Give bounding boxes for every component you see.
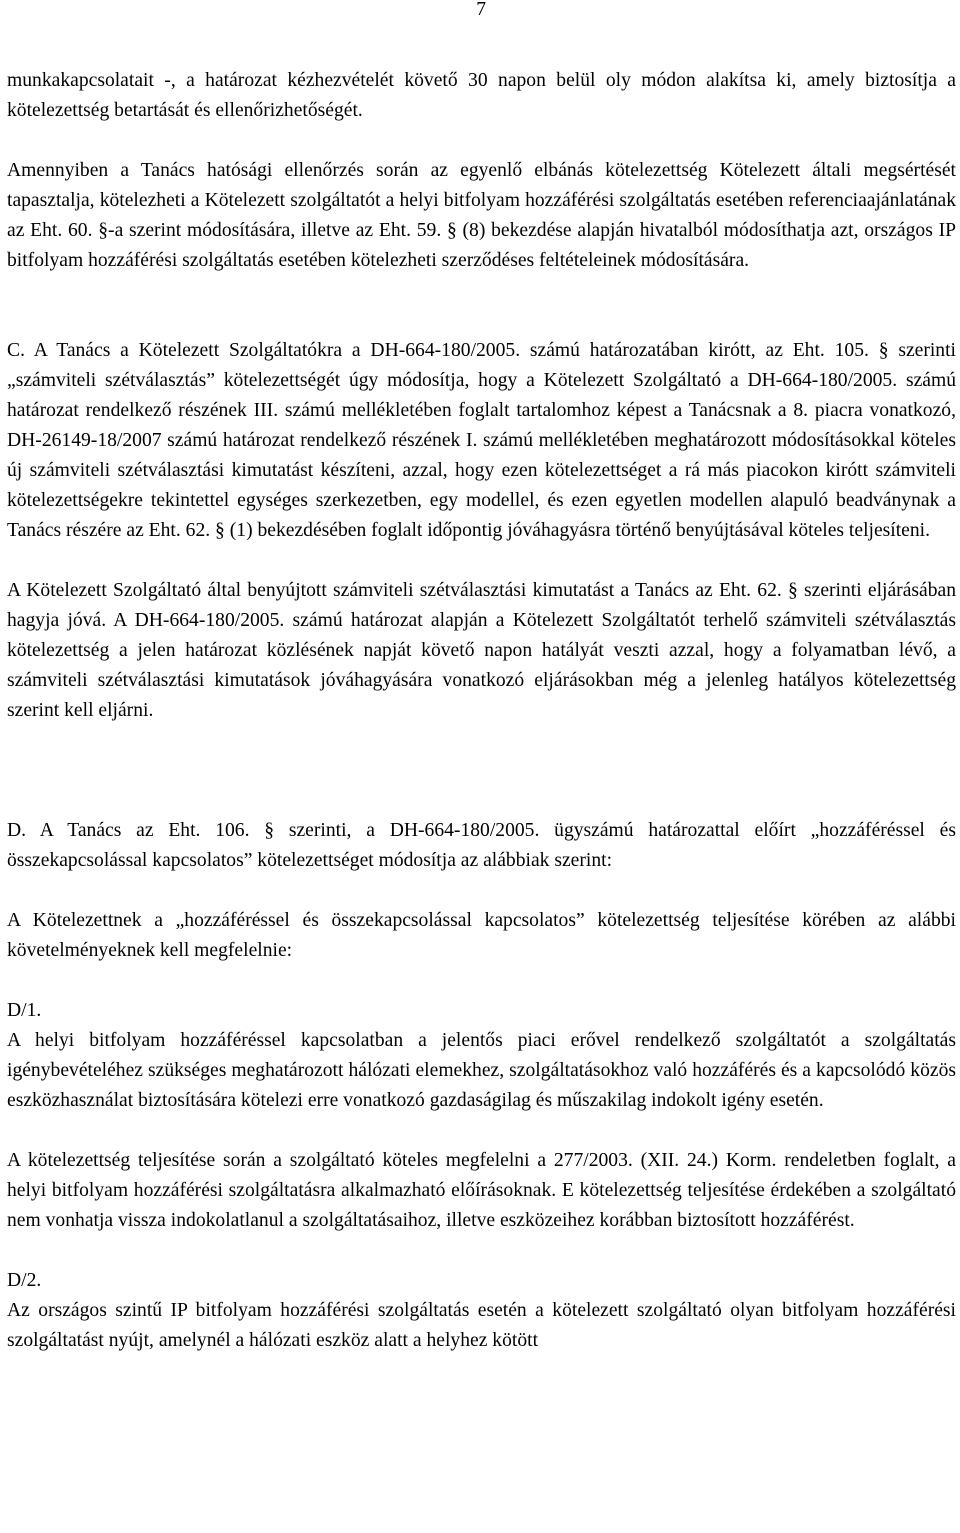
paragraph-national-ip-bitstream: Az országos szintű IP bitfolyam hozzáférési szolgáltatás esetén a kötelezett szolgáltató olyan bitfolyam hozzáférési szolgáltatást nyújt, amelynél a hálózati eszköz alatt a helyhez kötött bbox=[7, 1300, 956, 1351]
paragraph-obligation-fulfilment: A kötelezettség teljesítése során a szolgáltató köteles megfelelni a 277/2003. (XII. 24.) Korm. rendeletben foglalt, a helyi bitfolyam hozzáférési szolgáltatásra alkalmazható előírásoknak. E kötelezettség teljesítése érdekében a szolgáltató nem vonhatja vissza indokolatlanul a szolgáltatásaihoz, illetve eszközeihez korábban biztosított hozzáférést. bbox=[7, 1150, 956, 1231]
paragraph-gap bbox=[7, 126, 956, 156]
subsection-heading-d2: D/2. bbox=[7, 1270, 42, 1291]
paragraph-accounting-approval: A Kötelezett Szolgáltató által benyújtott számviteli szétválasztási kimutatást a Tanács az Eht. 62. § szerinti eljárásában hagyja jóvá. A DH-664-180/2005. számú határozat alapján a Kötelezett Szolgáltatót terhelő számviteli szétválasztás kötelezettség a jelen határozat közlésének napját követő napon hatályát veszti azzal, hogy a folyamatban lévő, a számviteli szétválasztási kimutatások jóváhagyására vonatkozó eljárásokban még a jelenleg hatályos kötelezettség szerint kell eljárni. bbox=[7, 580, 956, 721]
paragraph-gap bbox=[7, 1116, 956, 1146]
paragraph-gap bbox=[7, 876, 956, 906]
paragraph-gap bbox=[7, 726, 956, 816]
paragraph-gap bbox=[7, 276, 956, 336]
paragraph-gap bbox=[7, 966, 956, 996]
paragraph-section-d: D. A Tanács az Eht. 106. § szerinti, a DH-664-180/2005. ügyszámú határozattal előírt „hozzáféréssel és összekapcsolással kapcsolatos” kötelezettséget módosítja az alábbiak szerint: bbox=[7, 820, 956, 871]
paragraph-gap bbox=[7, 546, 956, 576]
page-number: 7 bbox=[476, 0, 486, 20]
paragraph-requirements-intro: A Kötelezettnek a „hozzáféréssel és összekapcsolással kapcsolatos” kötelezettség teljesítése körében az alábbi követelményeknek kell megfelelnie: bbox=[7, 910, 956, 961]
subsection-heading-d1: D/1. bbox=[7, 1000, 42, 1021]
paragraph-continuation: munkakapcsolatait -, a határozat kézhezvételét követő 30 napon belül oly módon alakítsa ki, amely biztosítja a kötelezettség betartását és ellenőrizhetőségét. bbox=[7, 70, 956, 121]
document-body bbox=[7, 66, 956, 1356]
paragraph-local-bitstream-access: A helyi bitfolyam hozzáféréssel kapcsolatban a jelentős piaci erővel rendelkező szolgáltatót a szolgáltatás igénybevételéhez szükséges meghatározott hálózati elemekhez, szolgáltatásokhoz való hozzáférés és a kapcsolódó közös eszközhasználat biztosítására kötelezi erre vonatkozó gazdaságilag és műszakilag indokolt igény esetén. bbox=[7, 1030, 956, 1111]
paragraph-section-c: C. A Tanács a Kötelezett Szolgáltatókra a DH-664-180/2005. számú határozatában kirótt, az Eht. 105. § szerinti „számviteli szétválasztás” kötelezettségét úgy módosítja, hogy a Kötelezett Szolgáltató a DH-664-180/2005. számú határozat rendelkező részének III. számú mellékletében foglalt tartalomhoz képest a Tanácsnak a 8. piacra vonatkozó, DH-26149-18/2007 számú határozat rendelkező részének I. számú mellékletében meghatározott módosításokkal köteles új számviteli szétválasztási kimutatást készíteni, azzal, hogy ezen kötelezettséget a rá más piacokon kirótt számviteli kötelezettségekre tekintettel egységes szerkezetben, egy modellel, és ezen egyetlen modellen alapuló beadványnak a Tanács részére az Eht. 62. § (1) bekezdésében foglalt időpontig jóváhagyásra történő benyújtásával köteles teljesíteni. bbox=[7, 340, 956, 541]
paragraph-gap bbox=[7, 1236, 956, 1266]
paragraph-equal-treatment: Amennyiben a Tanács hatósági ellenőrzés során az egyenlő elbánás kötelezettség Kötelezett általi megsértését tapasztalja, kötelezheti a Kötelezett szolgáltatót a helyi bitfolyam hozzáférési szolgáltatás esetében referenciaajánlatának az Eht. 60. §-a szerint módosítására, illetve az Eht. 59. § (8) bekezdése alapján hivatalból módosíthatja azt, országos IP bitfolyam hozzáférési szolgáltatás esetében kötelezheti szerződéses feltételeinek módosítására. bbox=[7, 160, 956, 271]
